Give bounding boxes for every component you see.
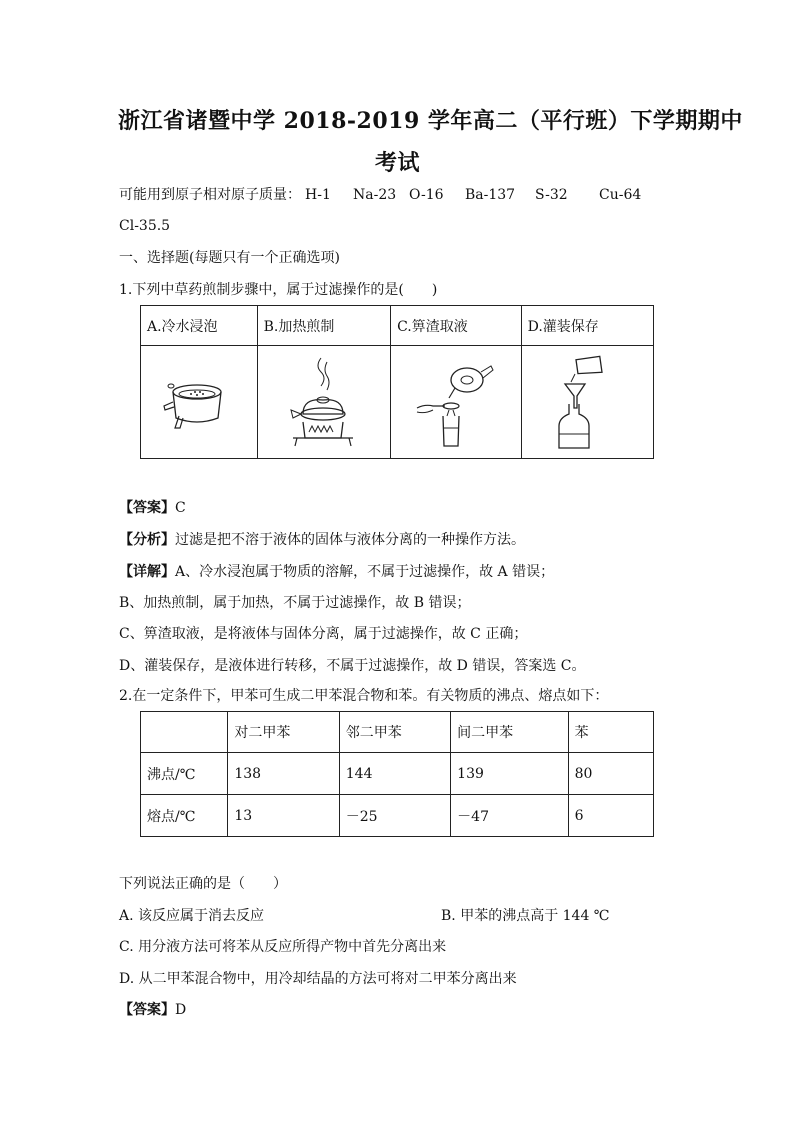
table-cell: 80 — [568, 753, 653, 795]
mass-na: Na-23 — [353, 187, 397, 203]
mass-cu: Cu-64 — [599, 187, 642, 203]
table-header-p-xylene: 对二甲苯 — [228, 712, 339, 753]
atomic-masses-cont: Cl-35.5 — [119, 218, 171, 234]
filtering-icon — [411, 354, 501, 450]
detail-tag: 【详解】 — [119, 564, 175, 580]
page-title-cont: 考试 — [375, 150, 421, 176]
analysis-text: 过滤是把不溶于液体的固体与液体分离的一种操作方法。 — [175, 532, 525, 548]
q1-detail-line-4: D、灌装保存，是液体进行转移，不属于过滤操作，故 D 错误，答案选 C。 — [119, 658, 586, 674]
mass-ba: Ba-137 — [465, 187, 516, 203]
table-row — [141, 795, 654, 837]
table-cell: －47 — [451, 795, 568, 837]
q1-detail-line-3: C、箅渣取液，是将液体与固体分离，属于过滤操作，故 C 正确； — [119, 626, 528, 642]
answer-tag: 【答案】 — [119, 500, 175, 516]
q1-detail-line-1 — [119, 562, 554, 582]
table-header-o-xylene: 邻二甲苯 — [339, 712, 450, 753]
analysis-tag: 【分析】 — [119, 532, 175, 548]
q1-image-d — [521, 346, 653, 459]
table-header-benzene: 苯 — [568, 712, 653, 753]
table-cell: 138 — [228, 753, 339, 795]
atomic-masses-line — [119, 185, 641, 205]
answer-value: D — [175, 1002, 187, 1018]
q1-detail-line-2: B、加热煎制，属于加热，不属于过滤操作，故 B 错误； — [119, 595, 471, 611]
row-label-boiling: 沸点/℃ — [141, 753, 228, 795]
atomic-masses-label: 可能用到原子相对原子质量： — [119, 187, 301, 203]
q1-image-b — [257, 346, 390, 459]
q1-options-table — [140, 305, 654, 459]
table-cell: 139 — [451, 753, 568, 795]
page-title: 浙江省诸暨中学 2018-2019 学年高二（平行班）下学期期中 — [118, 108, 743, 134]
q2-option-b: B. 甲苯的沸点高于 144 ℃ — [441, 908, 610, 924]
table-header-empty — [141, 712, 228, 753]
answer-value: C — [175, 500, 186, 516]
q2-option-a: A. 该反应属于消去反应 — [119, 908, 265, 924]
mass-h: H-1 — [305, 187, 331, 203]
q2-stem: 2.在一定条件下，甲苯可生成二甲苯混合物和苯。有关物质的沸点、熔点如下： — [119, 688, 609, 704]
soaking-pot-icon — [159, 362, 239, 442]
q1-option-c: C.箅渣取液 — [391, 306, 522, 346]
q1-option-b: B.加热煎制 — [257, 306, 390, 346]
q1-analysis — [119, 530, 525, 550]
q1-image-a — [141, 346, 258, 459]
q2-answer — [119, 1000, 186, 1020]
heating-pot-icon — [279, 354, 369, 450]
mass-s: S-32 — [535, 187, 568, 203]
answer-tag: 【答案】 — [119, 1002, 175, 1018]
table-row — [141, 753, 654, 795]
q2-question: 下列说法正确的是（ ） — [119, 876, 287, 892]
table-cell: 13 — [228, 795, 339, 837]
bottling-icon — [547, 352, 627, 452]
q1-stem: 1.下列中草药煎制步骤中，属于过滤操作的是( ) — [119, 282, 438, 298]
section-heading: 一、选择题(每题只有一个正确选项) — [119, 250, 340, 266]
q2-data-table — [140, 711, 654, 837]
q1-option-a: A.冷水浸泡 — [141, 306, 258, 346]
q1-answer — [119, 498, 186, 518]
table-cell: 6 — [568, 795, 653, 837]
q2-option-c: C. 用分液方法可将苯从反应所得产物中首先分离出来 — [119, 939, 447, 955]
mass-o: O-16 — [409, 187, 444, 203]
q2-option-d: D. 从二甲苯混合物中，用冷却结晶的方法可将对二甲苯分离出来 — [119, 971, 517, 987]
q1-image-c — [391, 346, 522, 459]
table-cell: －25 — [339, 795, 450, 837]
table-header-m-xylene: 间二甲苯 — [451, 712, 568, 753]
q1-option-d: D.灌装保存 — [521, 306, 653, 346]
table-cell: 144 — [339, 753, 450, 795]
detail-text: A、冷水浸泡属于物质的溶解，不属于过滤操作，故 A 错误； — [175, 564, 555, 580]
row-label-melting: 熔点/℃ — [141, 795, 228, 837]
